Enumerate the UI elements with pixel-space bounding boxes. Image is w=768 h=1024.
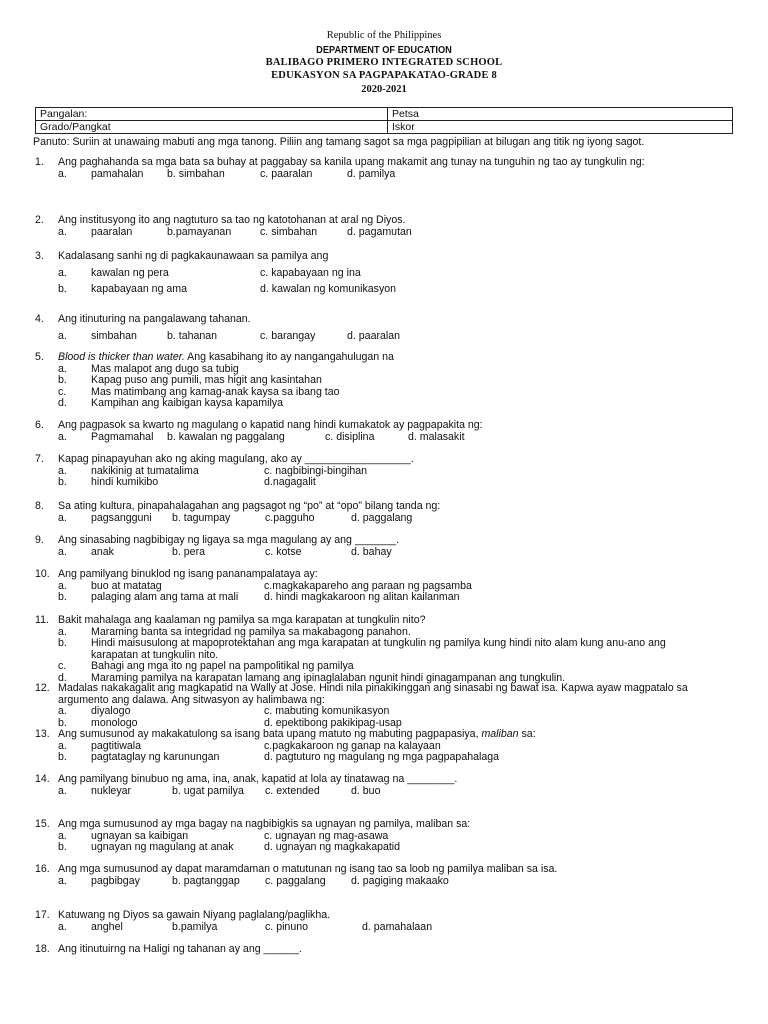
option-b[interactable]: ugnayan ng magulang at anak <box>91 841 234 853</box>
question-12: 12. Madalas nakakagalit ang magkapatid na Wally at Jose. Hindi nila pinakikinggan ang sinasabi ng bawat isa. Kapwa ayaw magpatalo sa argumento ang dalawa. Ang sitwasyon ay halimbawa ng: a. diyalogo c. mabuting komunikasyon b. monologo d. epektibong pakikipag-usap <box>35 682 688 729</box>
header-subject: EDUKASYON SA PAGPAPAKATAO-GRADE 8 <box>271 70 497 81</box>
question-stem: Ang pamilyang binubuo ng ama, ina, anak, kapatid at lola ay tinatawag na ________. <box>58 773 458 785</box>
option-b[interactable]: pera <box>183 545 205 558</box>
question-stem: Kapag pinapayuhan ako ng aking magulang, ako ay __________________. <box>58 453 414 465</box>
option-c[interactable]: pinuno <box>276 920 308 933</box>
question-number: 12. <box>35 682 50 694</box>
option-d[interactable]: paaralan <box>358 329 401 342</box>
question-number: 9. <box>35 534 44 546</box>
option-b[interactable]: hindi kumikibo <box>91 476 159 488</box>
option-a[interactable]: pagbibgay <box>91 874 140 887</box>
option-b[interactable]: kawalan ng paggalang <box>178 430 285 443</box>
question-number: 2. <box>35 214 44 226</box>
question-8: 8. Sa ating kultura, pinapahalagahan ang pagsagot ng “po” at “opo” bilang tanda ng: a. pagsangguni b. tagumpay c.pagguho d. paggalang <box>35 500 441 524</box>
option-b[interactable]: pagtanggap <box>183 874 240 887</box>
option-b[interactable]: tagumpay <box>183 511 231 524</box>
option-a[interactable]: Pagmamahal <box>91 430 154 443</box>
question-stem: Ang institusyong ito ang nagtuturo sa tao ng katotohanan at aral ng Diyos. <box>58 214 406 226</box>
question-5: 5. Blood is thicker than water. Ang kasabihang ito ay nangangahulugan na a. Mas malapot ang dugo sa tubig b. Kapag puso ang pumili, mas higit ang kasintahan c. Mas matimbang ang kamag-anak kaysa sa ibang tao d. Kampihan ang kaibigan kaysa kapamilya <box>35 351 394 409</box>
option-b[interactable]: pamilya <box>180 920 218 933</box>
option-d[interactable]: malasakit <box>419 430 465 443</box>
option-a[interactable]: kawalan ng pera <box>91 266 169 279</box>
option-d[interactable]: epektibong pakikipag-usap <box>275 716 402 729</box>
option-b[interactable]: ugat pamilya <box>183 784 244 797</box>
question-number: 15. <box>35 818 50 830</box>
option-a[interactable]: nakikinig at tumatalima <box>91 464 199 477</box>
option-b[interactable]: palaging alam ang tama at mali <box>91 591 239 603</box>
option-c[interactable]: Mas matimbang ang kamag-anak kaysa sa ibang tao <box>91 385 340 398</box>
option-d[interactable]: hindi magkakaroon ng alitan kailanman <box>275 591 460 603</box>
question-stem: Katuwang ng Diyos sa gawain Niyang paglalang/paglikha. <box>58 909 331 921</box>
option-c[interactable]: pagguho <box>273 511 315 524</box>
option-c[interactable]: kotse <box>276 545 302 558</box>
option-b[interactable]: Hindi maisusulong at mapoprotektahan ang mga karapatan at tungkulin ng pamilya kung hindi nito alam kung anu-ano ang <box>91 637 666 649</box>
option-b[interactable]: pagtataglay ng karunungan <box>91 751 220 763</box>
question-7: 7. Kapag pinapayuhan ako ng aking magulang, ako ay __________________. a. nakikinig at tumatalima c. nagbibingi-bingihan b. hindi kumikibo d.nagagalit <box>35 453 414 488</box>
option-c[interactable]: simbahan <box>271 225 318 238</box>
iskor-field[interactable]: Iskor <box>388 121 733 134</box>
question-2: 2. Ang institusyong ito ang nagtuturo sa tao ng katotohanan at aral ng Diyos. a. paaralan b.pamayanan c. simbahan d. pagamutan <box>35 214 412 238</box>
question-number: 5. <box>35 351 44 363</box>
question-number: 3. <box>35 250 44 262</box>
question-stem: Ang mga sumusunod ay dapat maramdaman o matutunan ng isang tao sa loob ng pamilya maliban sa isa. <box>58 863 558 875</box>
option-a[interactable]: anak <box>91 545 114 558</box>
question-stem: Ang paghahanda sa mga bata sa buhay at paggabay sa kanila upang makamit ang tunay na tunguhin ng tao ay tungkulin ng: <box>58 156 645 168</box>
option-a[interactable]: paaralan <box>91 225 133 238</box>
header-school-year: 2020-2021 <box>361 84 407 95</box>
option-a[interactable]: pagsangguni <box>91 511 152 524</box>
question-stem: Blood is thicker than water. Ang kasabihang ito ay nangangahulugan na <box>58 351 394 363</box>
option-b[interactable]: simbahan <box>178 167 225 180</box>
option-b[interactable]: monologo <box>91 716 138 729</box>
option-d[interactable]: nagagalit <box>272 476 316 488</box>
option-d[interactable]: pamahalaan <box>373 920 433 933</box>
question-number: 17. <box>35 909 50 921</box>
option-b-continued[interactable]: karapatan at tungkulin nito. <box>91 648 219 661</box>
header-department: DEPARTMENT OF EDUCATION <box>316 44 452 56</box>
question-stem: Ang pamilyang binuklod ng isang pananampalataya ay: <box>58 568 318 580</box>
question-stem: Ang itinutuirng na Haligi ng tahanan ay ang ______. <box>58 943 302 955</box>
question-stem: Ang sinasabing nagbibigay ng ligaya sa mga magulang ay ang _______. <box>58 534 400 546</box>
question-number: 8. <box>35 500 44 512</box>
header-republic: Republic of the Philippines <box>326 30 442 41</box>
option-d[interactable]: Maraming pamilya na karapatan lamang ang ipinaglalaban ngunit hindi ginagampanan ang tungkulin. <box>91 671 566 684</box>
question-1: 1. Ang paghahanda sa mga bata sa buhay at paggabay sa kanila upang makamit ang tunay na tunguhin ng tao ay tungkulin ng: a. pamahalan b. simbahan c. paaralan d. pamilya <box>35 156 645 180</box>
question-stem: Madalas nakakagalit ang magkapatid na Wally at Jose. Hindi nila pinakikinggan ang sinasabi ng bawat isa. Kapwa ayaw magpatalo sa <box>58 682 688 694</box>
option-c[interactable]: extended <box>276 784 320 797</box>
option-a[interactable]: nukleyar <box>91 784 132 797</box>
question-stem-continued: argumento ang dalawa. Ang sitwasyon ay halimbawa ng: <box>58 693 325 706</box>
option-c[interactable]: disiplina <box>336 430 375 443</box>
option-d[interactable]: bahay <box>362 545 392 558</box>
question-number: 14. <box>35 773 50 785</box>
option-a[interactable]: anghel <box>91 920 123 933</box>
question-stem: Kadalasang sanhi ng di pagkakaunawaan sa pamilya ang <box>58 250 329 262</box>
option-d[interactable]: Kampihan ang kaibigan kaysa kapamilya <box>91 397 283 409</box>
instructions: Panuto: Suriin at unawaing mabuti ang mga tanong. Piliin ang tamang sagot sa mga pagpipilian at bilugan ang titik ng iyong sagot. <box>33 136 645 148</box>
option-c[interactable]: pagkakaroon ng ganap na kalayaan <box>272 739 441 752</box>
question-number: 6. <box>35 419 44 431</box>
option-a[interactable]: Mas malapot ang dugo sa tubig <box>91 362 239 375</box>
question-14: 14. Ang pamilyang binubuo ng ama, ina, anak, kapatid at lola ay tinatawag na ________. a. nukleyar b. ugat pamilya c. extended d. buo <box>35 773 458 797</box>
option-d[interactable]: pamilya <box>358 167 396 180</box>
question-number: 18. <box>35 943 50 955</box>
option-b[interactable]: tahanan <box>178 329 218 342</box>
option-c[interactable]: nagbibingi-bingihan <box>275 464 368 477</box>
option-a[interactable]: Maraming banta sa integridad ng pamilya sa makabagong panahon. <box>91 625 411 638</box>
header-school: BALIBAGO PRIMERO INTEGRATED SCHOOL <box>265 57 503 68</box>
question-3: 3. Kadalasang sanhi ng di pagkakaunawaan sa pamilya ang a. kawalan ng pera c. kapabayaan ng ina b. kapabayaan ng ama d. kawalan ng komunikasyon <box>35 250 397 295</box>
option-c[interactable]: ugnayan ng mag-asawa <box>275 829 389 842</box>
question-13: 13. Ang sumusunod ay makakatulong sa isang bata upang matuto ng mabuting pagpapasiya, maliban sa: a. pagtitiwala c.pagkakaroon ng ganap na kalayaan b. pagtataglay ng karunungan d. pagtuturo ng magulang ng mga pagpapahalaga <box>35 728 536 763</box>
option-c[interactable]: mabuting komunikasyon <box>275 705 390 717</box>
option-c[interactable]: barangay <box>271 329 316 342</box>
question-number: 10. <box>35 568 50 580</box>
question-stem: Ang pagpasok sa kwarto ng magulang o kapatid nang hindi kumakatok ay pagpapakita ng: <box>58 419 483 431</box>
option-d[interactable]: ugnayan ng magkakapatid <box>275 841 401 853</box>
question-number: 11. <box>35 614 49 626</box>
question-4: 4. Ang itinuturing na pangalawang tahanan. a. simbahan b. tahanan c. barangay d. paaralan <box>35 313 401 342</box>
option-a[interactable]: buo at matatag <box>91 579 162 592</box>
pangalan-field[interactable]: Pangalan: <box>36 108 388 121</box>
option-b[interactable]: pamayanan <box>175 225 232 238</box>
option-c[interactable]: Bahagi ang mga ito ng papel na pampolitikal ng pamilya <box>91 660 354 672</box>
option-c[interactable]: paggalang <box>276 874 326 887</box>
question-number: 13. <box>35 728 50 740</box>
option-c[interactable]: magkakapareho ang paraan ng pagsamba <box>272 579 472 592</box>
option-a[interactable]: pagtitiwala <box>91 739 142 752</box>
petsa-field[interactable]: Petsa <box>388 108 733 121</box>
option-b[interactable]: Kapag puso ang pumili, mas higit ang kasintahan <box>91 374 322 386</box>
option-d[interactable]: buo <box>362 784 381 797</box>
question-9: 9. Ang sinasabing nagbibigay ng ligaya sa mga magulang ay ang _______. a. anak b. pera c. kotse d. bahay <box>35 534 400 558</box>
question-10: 10. Ang pamilyang binuklod ng isang pananampalataya ay: a. buo at matatag c.magkakapareho ang paraan ng pagsamba b. palaging alam ang tama at mali d. hindi magkakaroon ng alitan kailanman <box>35 568 472 603</box>
option-b[interactable]: kapabayaan ng ama <box>91 283 188 295</box>
option-a[interactable]: diyalogo <box>91 705 131 717</box>
question-number: 4. <box>35 313 44 325</box>
option-d[interactable]: pagiging makaako <box>362 874 449 887</box>
question-17: 17. Katuwang ng Diyos sa gawain Niyang paglalang/paglikha. a. anghel b.pamilya c. pinuno d. pamahalaan <box>35 909 433 933</box>
question-stem: Ang itinuturing na pangalawang tahanan. <box>58 313 251 325</box>
question-number: 1. <box>35 156 44 168</box>
option-a[interactable]: pamahalan <box>91 167 144 180</box>
question-18 <box>35 944 735 956</box>
option-d[interactable]: pagtuturo ng magulang ng mga pagpapahalaga <box>275 751 500 763</box>
option-a[interactable]: ugnayan sa kaibigan <box>91 829 189 842</box>
question-16: 16. Ang mga sumusunod ay dapat maramdaman o matutunan ng isang tao sa loob ng pamilya maliban sa isa. a. pagbibgay b. pagtanggap c. paggalang d. pagiging makaako <box>35 863 558 887</box>
option-d[interactable]: pagamutan <box>358 225 412 238</box>
question-number: 7. <box>35 453 44 465</box>
student-info-table <box>35 107 733 134</box>
option-c[interactable]: paaralan <box>271 167 313 180</box>
option-d[interactable]: paggalang <box>362 511 413 524</box>
question-stem: Sa ating kultura, pinapahalagahan ang pagsagot ng “po” at “opo” bilang tanda ng: <box>58 500 441 512</box>
question-6: 6. Ang pagpasok sa kwarto ng magulang o kapatid nang hindi kumakatok ay pagpapakita ng: a. Pagmamahal b. kawalan ng paggalang c. disiplina d. malasakit <box>35 419 483 443</box>
question-11: 11. Bakit mahalaga ang kaalaman ng pamilya sa mga karapatan at tungkulin nito? a. Maraming banta sa integridad ng pamilya sa makabagong panahon. b. Hindi maisusulong at mapoprotektahan ang mga karapatan at tungkulin ng pamilya kung hindi nito alam kung anu-ano ang karapatan at tungkulin nito. c. Bahagi ang mga ito ng papel na pampolitikal ng pamilya d. Maraming pamilya na karapatan lamang ang ipinaglalaban ngunit hindi ginagampanan ang tungkulin. <box>35 614 666 684</box>
option-c[interactable]: kapabayaan ng ina <box>271 266 361 279</box>
question-stem: Bakit mahalaga ang kaalaman ng pamilya sa mga karapatan at tungkulin nito? <box>58 614 426 626</box>
question-stem: Ang sumusunod ay makakatulong sa isang bata upang matuto ng mabuting pagpapasiya, maliban sa: <box>58 728 536 740</box>
question-stem: Ang mga sumusunod ay mga bagay na nagbibigkis sa ugnayan ng pamilya, maliban sa: <box>58 818 471 830</box>
option-a[interactable]: simbahan <box>91 329 137 342</box>
grado-field[interactable]: Grado/Pangkat <box>36 121 388 134</box>
question-15: 15. Ang mga sumusunod ay mga bagay na nagbibigkis sa ugnayan ng pamilya, maliban sa: a. ugnayan sa kaibigan c. ugnayan ng mag-asawa b. ugnayan ng magulang at anak d. ugnayan ng magkakapatid <box>35 818 471 853</box>
question-number: 16. <box>35 863 50 875</box>
option-d[interactable]: kawalan ng komunikasyon <box>271 283 397 295</box>
